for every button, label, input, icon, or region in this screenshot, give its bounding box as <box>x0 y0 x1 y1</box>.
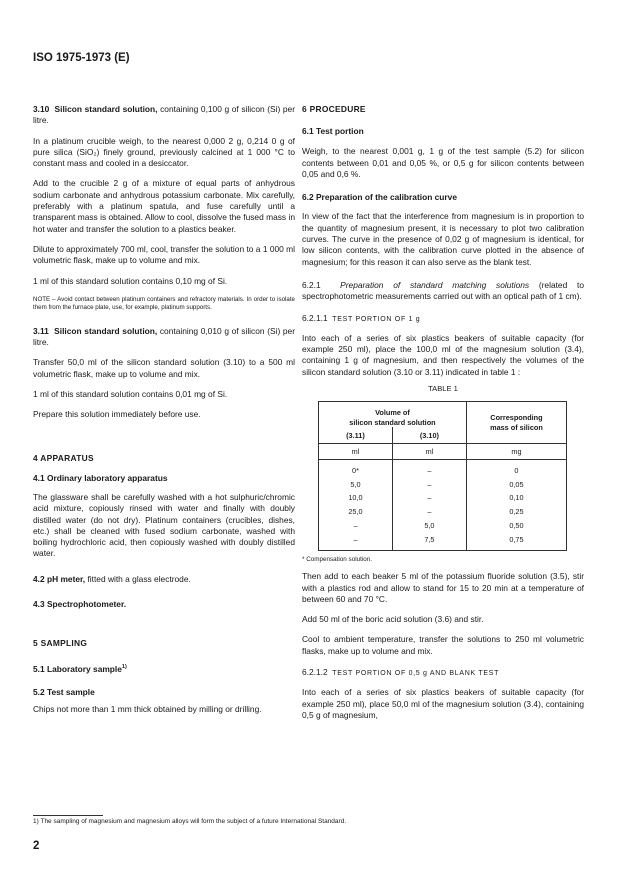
section-3-11 <box>33 326 295 349</box>
mass-header <box>466 402 566 444</box>
left-column <box>33 104 295 724</box>
page-number: 2 <box>33 840 40 852</box>
unit-ml: ml <box>392 444 466 460</box>
paragraph: Into each of a series of six plastics beakers of suitable capacity (for example 250 ml), place the 100,0 ml of the magnesium solution (3.4), containing 1 g of magnesium, and then respectively the volumes of the silicon standard solution (3.10 or 3.11) indicated in table 1 : <box>302 332 584 377</box>
section-3-11-title: Silicon standard solution, <box>54 325 158 336</box>
paragraph: Add to the crucible 2 g of a mixture of equal parts of anhydrous sodium carbonate and anhydrous potassium carbonate. Mix carefully, preferably with a platinum spatula, and fuse carefully until a transparent mass is obtained. Allow to cool, dissolve the fused mass in hot water and transfer the solution to a plastics beaker. <box>33 178 295 234</box>
paragraph: 1 ml of this standard solution contains 0,01 mg of Si. <box>33 389 228 400</box>
col-3-11-header: (3.11) <box>319 427 393 444</box>
table-1 <box>318 401 567 551</box>
paragraph: Add 50 ml of the boric acid solution (3.6) and stir. <box>302 614 484 625</box>
section-5-1-heading <box>33 662 295 675</box>
section-6-2-1 <box>302 280 584 303</box>
section-6-2-1-2-number: 6.2.1.2 <box>302 667 328 678</box>
section-6-2-1-1-title: TEST PORTION OF 1 g <box>332 315 421 323</box>
table-header-row <box>319 402 567 428</box>
paragraph: Then add to each beaker 5 ml of the potassium fluoride solution (3.5), stir with a plastics rod and allow to stand for 15 to 20 min at a temperature of between 60 and 70 °C. <box>302 571 584 604</box>
section-3-10-text: containing 0,100 g of silicon (Si) per litre. <box>33 104 295 126</box>
section-5-1-title: 5.1 Laboratory sample <box>33 664 122 675</box>
section-4-2 <box>33 574 295 585</box>
section-6-2-1-text: (related to spectrophotometric measurements carried out with an optical path of 1 cm). <box>302 279 584 302</box>
paragraph: Cool to ambient temperature, transfer the solutions to 250 ml volumetric flasks, make up to volume and mix. <box>302 634 584 656</box>
note: NOTE – Avoid contact between platinum containers and refractory materials. In order to isolate them from the furnace plate, use, for example, platinum supports. <box>33 295 295 312</box>
section-6-2-1-2-title: TEST PORTION OF 0,5 g AND BLANK TEST <box>332 670 500 678</box>
paragraph: Prepare this solution immediately before use. <box>33 409 201 420</box>
right-column <box>302 104 584 730</box>
paragraph: The glassware shall be carefully washed with a hot sulphuric/chromic acid mixture, copiously rinsed with water and finally with doubly distilled water (do not dry). Platinum containers (crucibles, dishes, etc.) shall be cleaned with fused sodium carbonate, washed with boiling hydrochloric acid, then copiously washed with doubly distilled water. <box>33 491 295 559</box>
paragraph: In view of the fact that the interference from magnesium is in proportion to the quantity of magnesium present, it is necessary to plot two calibration curves. The curve in the presence of 0,02 g of magnesium is identical, for low silicon contents, with the calibration curve plotted in the absence of magnesium; for this reason it can also serve as the blank test. <box>302 211 584 267</box>
col-3-10-header: (3.10) <box>392 427 466 444</box>
section-4-2-text: fitted with a glass electrode. <box>85 573 191 584</box>
section-5-2-heading: 5.2 Test sample <box>33 687 95 698</box>
footnote-divider <box>33 815 103 816</box>
unit-ml: ml <box>319 444 393 460</box>
unit-mg: mg <box>466 444 566 460</box>
volume-header-line-1: Volume of <box>375 408 410 418</box>
section-6-2-heading: 6.2 Preparation of the calibration curve <box>302 192 457 203</box>
page-header-standard: ISO 1975-1973 (E) <box>33 52 130 64</box>
section-3-10 <box>33 104 295 127</box>
section-6-1-heading: 6.1 Test portion <box>302 126 364 136</box>
table-caption: TABLE 1 <box>428 384 458 394</box>
section-4-heading: 4 APPARATUS <box>33 452 94 463</box>
section-5-heading: 5 SAMPLING <box>33 638 88 649</box>
col-3-11-values: 0* 5,0 10,0 25,0 – – <box>319 460 393 551</box>
section-6-2-1-1-heading <box>302 313 584 325</box>
paragraph: Dilute to approximately 700 ml, cool, transfer the solution to a 1 000 ml volumetric flask, make up to volume and mix. <box>33 243 295 266</box>
col-3-10-values: – – – – 5,0 7,5 <box>392 460 466 551</box>
paragraph: Weigh, to the nearest 0,001 g, 1 g of the test sample (5.2) for silicon contents between 0,01 and 0,05 %, or 0,5 g for silicon contents between 0,05 and 0,6 %. <box>302 146 584 179</box>
section-6-2-1-number: 6.2.1 <box>302 279 321 290</box>
section-4-3-heading: 4.3 Spectrophotometer. <box>33 599 127 610</box>
paragraph: 1 ml of this standard solution contains 0,10 mg of Si. <box>33 275 228 286</box>
paragraph: Transfer 50,0 ml of the silicon standard solution (3.10) to a 500 ml volumetric flask, make up to volume and mix. <box>33 357 295 379</box>
section-4-1-heading: 4.1 Ordinary laboratory apparatus <box>33 472 168 483</box>
footnote-ref: 1) <box>121 664 127 671</box>
table-footnote: * Compensation solution. <box>302 556 373 564</box>
section-6-2-1-title: Preparation of standard matching solutions <box>340 279 530 290</box>
paragraph: Into each of a series of six plastics beakers of suitable capacity (for example 250 ml), place 50,0 ml of the magnesium solution (3.4), containing 0,5 g of magnesium, <box>302 687 584 720</box>
section-6-2-1-2-heading <box>302 667 584 679</box>
section-3-11-text: containing 0,010 g of silicon (Si) per litre. <box>33 325 295 348</box>
paragraph: In a platinum crucible weigh, to the nearest 0,000 2 g, 0,214 0 g of pure silica (SiO₂) finely ground, previously calcined at 1 000 °C to constant mass and cooled in a desiccator. <box>33 135 295 169</box>
footnote: 1) The sampling of magnesium and magnesium alloys will form the subject of a future International Standard. <box>33 818 347 825</box>
table-values <box>319 460 567 551</box>
section-3-10-number: 3.10 <box>33 104 50 114</box>
paragraph: Chips not more than 1 mm thick obtained by milling or drilling. <box>33 703 262 714</box>
mass-header-line-2: mass of silicon <box>490 422 543 432</box>
section-6-2-1-1-number: 6.2.1.1 <box>302 312 328 323</box>
mass-header-line-1: Corresponding <box>490 413 543 423</box>
section-6-heading: 6 PROCEDURE <box>302 104 366 114</box>
table-unit-row <box>319 444 567 460</box>
section-4-2-title: 4.2 pH meter, <box>33 573 86 584</box>
section-3-11-number: 3.11 <box>33 325 49 336</box>
mass-values: 0 0,05 0,10 0,25 0,50 0,75 <box>466 460 566 551</box>
volume-header-line-2: silicon standard solution <box>349 417 436 427</box>
volume-header <box>319 402 467 428</box>
section-3-10-title: Silicon standard solution, <box>54 104 158 114</box>
